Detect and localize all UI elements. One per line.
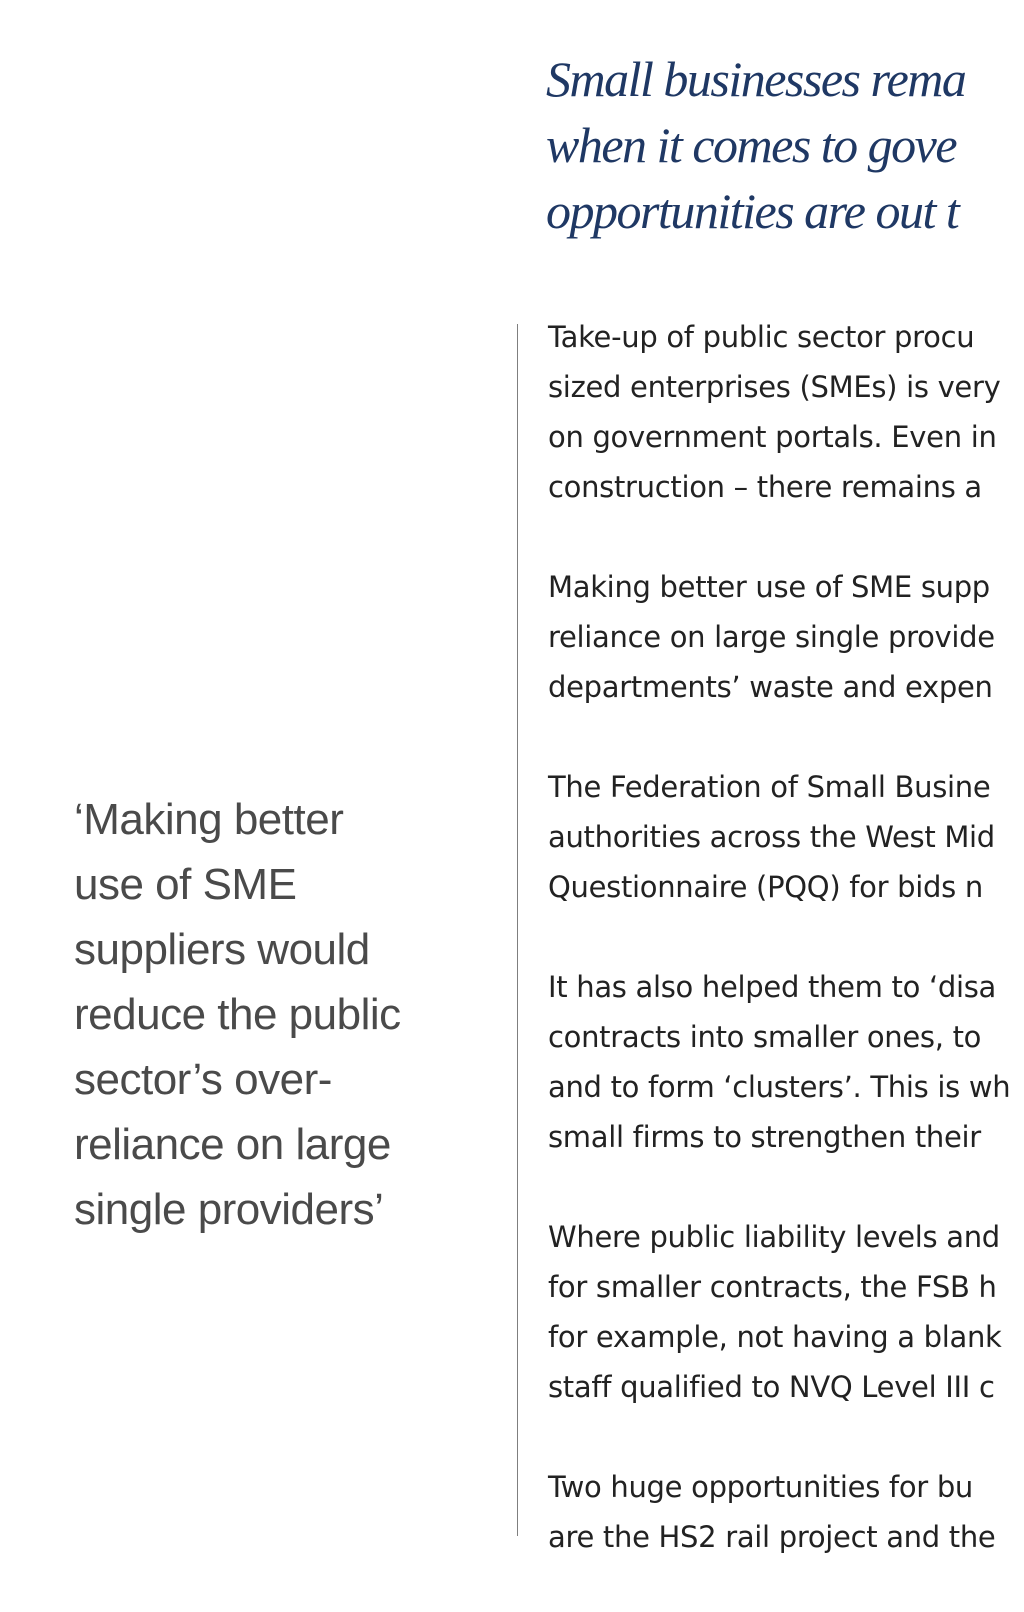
body-line: contracts into smaller ones, to: [548, 1020, 982, 1054]
body-paragraph: [548, 562, 1010, 712]
body-paragraph: [548, 1212, 1010, 1412]
pull-quote-line: use of SME: [74, 860, 297, 909]
body-line: Where public liability levels and: [548, 1220, 1000, 1254]
body-line: small firms to strengthen their: [548, 1120, 981, 1154]
body-line: sized enterprises (SMEs) is very: [548, 370, 1001, 404]
pull-quote-line: reliance on large: [74, 1120, 391, 1169]
body-line: and to form ‘clusters’. This is wh: [548, 1070, 1011, 1104]
body-line: Making better use of SME supp: [548, 570, 990, 604]
body-line: construction – there remains a: [548, 470, 982, 504]
body-line: for example, not having a blank: [548, 1320, 1002, 1354]
body-line: Take-up of public sector procu: [548, 320, 975, 354]
body-line: departments’ waste and expen: [548, 670, 993, 704]
pull-quote-line: single providers’: [74, 1185, 384, 1234]
headline-line: when it comes to gove: [546, 117, 957, 173]
pull-quote-line: sector’s over-: [74, 1055, 332, 1104]
column-divider: [517, 324, 518, 1536]
body-line: staff qualified to NVQ Level III c: [548, 1370, 995, 1404]
pull-quote: [74, 787, 474, 1242]
pull-quote-line: ‘Making better: [74, 795, 344, 844]
pull-quote-line: suppliers would: [74, 925, 370, 974]
headline-line: opportunities are out t: [546, 183, 959, 239]
body-line: are the HS2 rail project and the: [548, 1520, 996, 1554]
body-paragraph: [548, 762, 1010, 912]
body-line: authorities across the West Mid: [548, 820, 995, 854]
body-paragraph: [548, 962, 1010, 1162]
body-line: on government portals. Even in: [548, 420, 997, 454]
pull-quote-line: reduce the public: [74, 990, 401, 1039]
body-line: for smaller contracts, the FSB h: [548, 1270, 997, 1304]
headline-line: Small businesses rema: [546, 51, 966, 107]
body-line: It has also helped them to ‘disa: [548, 970, 997, 1004]
body-text: [548, 312, 1010, 1612]
headline: [546, 46, 965, 244]
body-paragraph: [548, 1462, 1010, 1562]
body-line: Questionnaire (PQQ) for bids n: [548, 870, 983, 904]
body-paragraph: [548, 312, 1010, 512]
body-line: The Federation of Small Busine: [548, 770, 991, 804]
body-line: Two huge opportunities for bu: [548, 1470, 974, 1504]
body-line: reliance on large single provide: [548, 620, 995, 654]
